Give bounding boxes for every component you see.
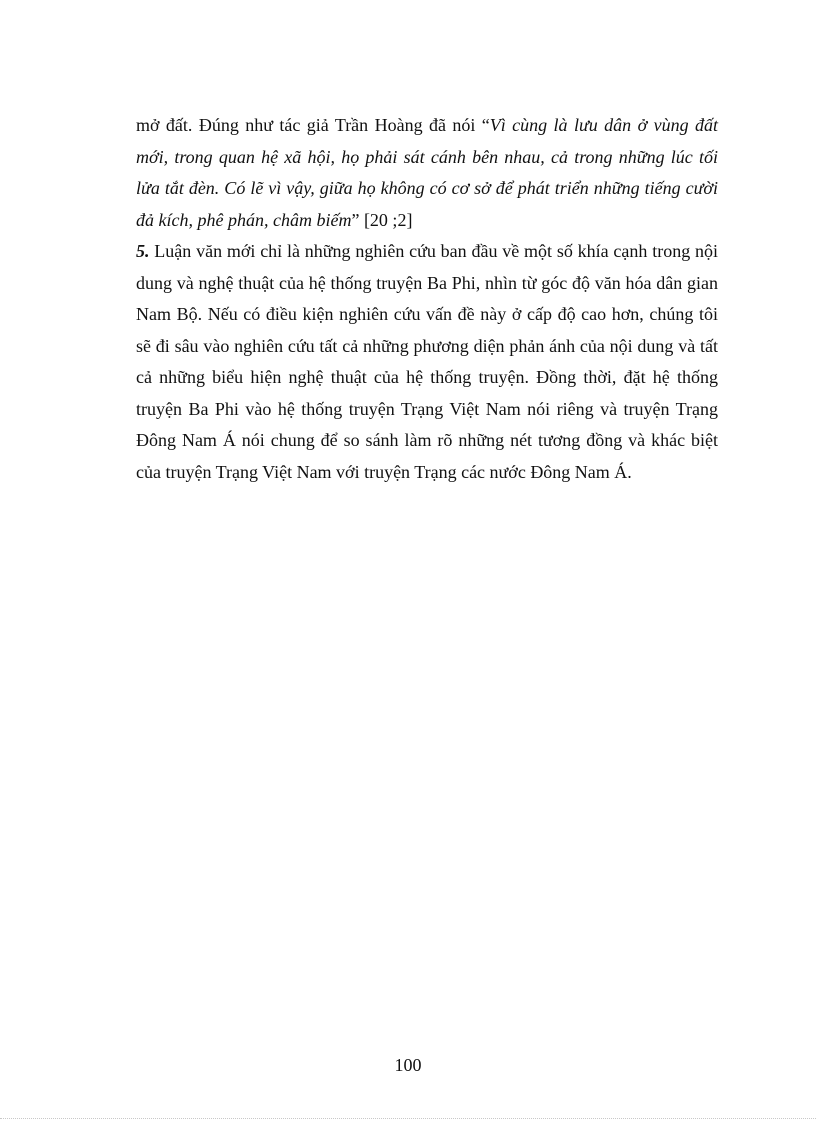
- body-text: [136, 110, 718, 488]
- citation: ” [20 ;2]: [351, 209, 413, 230]
- page-bottom-border: [0, 1118, 816, 1119]
- page-number: 100: [394, 1055, 422, 1075]
- paragraph-text: Luận văn mới chỉ là những nghiên cứu ban đầu về một số khía cạnh trong nội dung và nghệ thuật của hệ thống truyện Ba Phi, nhìn từ góc độ văn hóa dân gian Nam Bộ. Nếu có điều kiện nghiên cứu vấn đề này ở cấp độ cao hơn, chúng tôi sẽ đi sâu vào nghiên cứu tất cả những phương diện phản ánh của nội dung và tất cả những biểu hiện nghệ thuật của hệ thống truyện. Đồng thời, đặt hệ thống truyện Ba Phi vào hệ thống truyện Trạng Việt Nam nói riêng và truyện Trạng Đông Nam Á nói chung để so sánh làm rõ những nét tương đồng và khác biệt của truyện Trạng Việt Nam với truyện Trạng các nước Đông Nam Á.: [136, 241, 718, 482]
- paragraph-number: 5.: [136, 241, 150, 261]
- quotation-text: Vì cùng là lưu dân ở vùng đất mới, trong quan hệ xã hội, họ phải sát cánh bên nhau, cả trong những lúc tối lửa tắt đèn. Có lẽ vì vậy, giữa họ không có cơ sở để phát triển những tiếng cười đả kích, phê phán, châm biếm: [136, 115, 718, 230]
- paragraph-continuation: [136, 110, 718, 236]
- paragraph-5: [136, 236, 718, 488]
- paragraph-lead: mở đất. Đúng như tác giả Trần Hoàng đã nói “: [136, 115, 490, 135]
